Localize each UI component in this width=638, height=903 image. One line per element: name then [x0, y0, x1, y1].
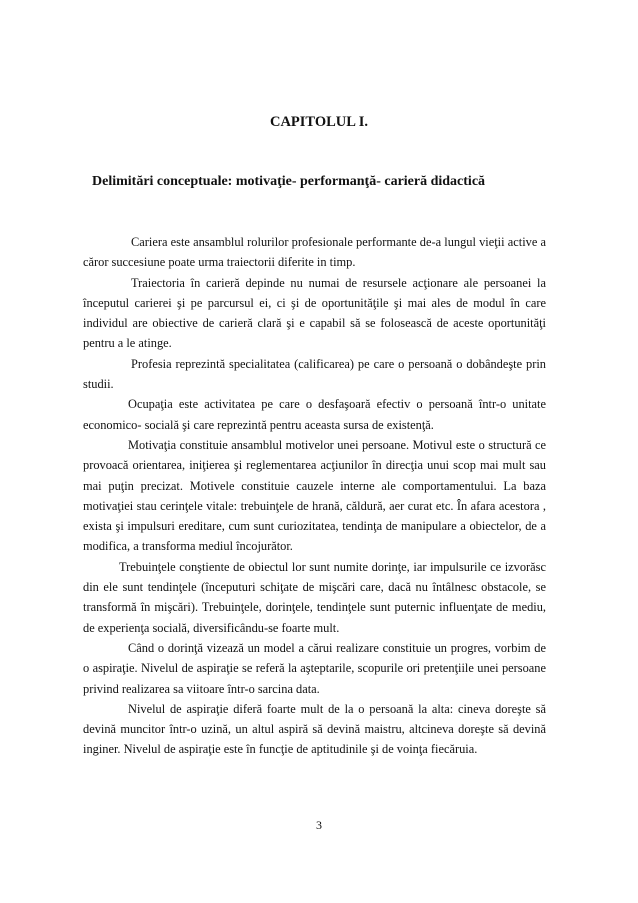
paragraph-aspiratie: Când o dorinţă vizează un model a cărui realizare constituie un progres, vorbim de o aspiraţie. Nivelul de aspiraţie se referă la aşteptarile, scopurile ori pretenţiile unei persoane privind realizarea sa viitoare într-o sarcina data.: [83, 640, 546, 696]
body-text: [83, 232, 546, 760]
paragraph-profesia: Profesia reprezintă specialitatea (calificarea) pe care o persoană o dobândeşte prin studii.: [83, 356, 546, 392]
section-subtitle: Delimitări conceptuale: motivaţie- performanţă- carieră didactică: [92, 174, 486, 189]
paragraph-motivatia: Motivaţia constituie ansamblul motivelor unei persoane. Motivul este o structură ce provoacă orientarea, iniţierea şi reglementarea acţiunilor în direcţia unui scop mai mult sau mai puţin precizat. Motivele constituie cauzele interne ale comportamentului. La baza motivaţiei stau cerinţele vitale: trebuinţele de hrană, căldură, aer curat etc. În afara acestora , exista şi impulsuri ereditare, cum sunt curiozitatea, tendinţa de manipulare a obiectelor, de a modifica, a transforma mediul încojurător.: [83, 437, 546, 554]
chapter-title: CAPITOLUL I.: [269, 114, 369, 130]
paragraph-traiectoria: Traiectoria în carieră depinde nu numai de resursele acţionare ale persoanei la începutul carierei şi pe parcursul ei, ci şi de oportunităţile şi mai ales de modul în care individul are obiective de carieră clară şi e capabil să se folosească de aceste oportunităţi pentru a le atinge.: [83, 275, 546, 351]
paragraph-cariera: Cariera este ansamblul rolurilor profesionale performante de-a lungul vieţii active a căror succesiune poate urma traiectorii diferite in timp.: [83, 235, 546, 270]
paragraph-trebuintele: Trebuinţele conştiente de obiectul lor sunt numite dorinţe, iar impulsurile ce izvorăsc din ele sunt tendinţele (începuturi schiţate de mişcări care, dacă nu întâlnesc obstacole, se transformă în mişcări). Trebuinţele, dorinţele, tendinţele sunt puternic influenţate de mediu, de experienţa socială, diversificându-se foarte mult.: [83, 559, 546, 635]
page-number: 3: [316, 818, 322, 832]
paragraph-nivel-aspiratie: Nivelul de aspiraţie diferă foarte mult de la o persoană la alta: cineva doreşte să devină muncitor într-o uzină, un altul aspiră să devină maistru, altcineva doreşte să devină inginer. Nivelul de aspiraţie este în funcţie de aptitudinile şi de voinţa fiecăruia.: [83, 701, 546, 757]
paragraph-ocupatia: Ocupaţia este activitatea pe care o desfaşoară efectiv o persoană într-o unitate economico- socială şi care reprezintă pentru aceasta sursa de existenţă.: [83, 397, 546, 432]
